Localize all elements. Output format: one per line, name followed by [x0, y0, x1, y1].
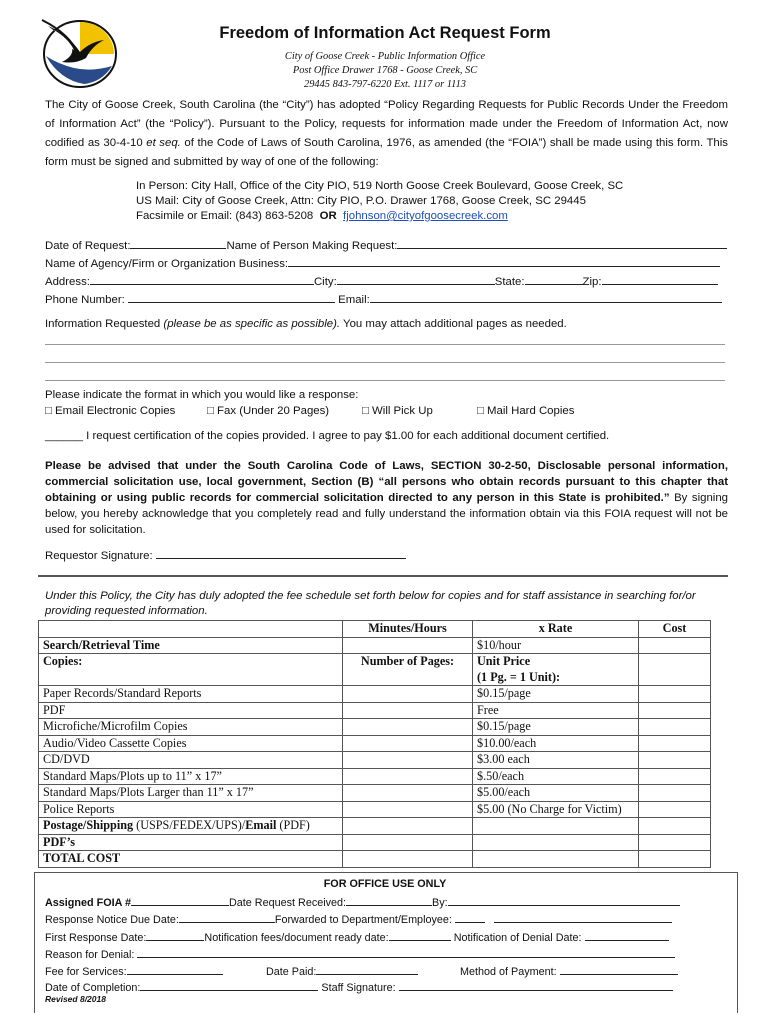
- intro-et-seq: et seq.: [146, 137, 181, 149]
- header-minutes-hours: Minutes/Hours: [343, 621, 473, 638]
- postage-rate-cell[interactable]: [473, 818, 639, 835]
- unit-price-cell: [473, 654, 639, 686]
- fax-label: Facsimile or Email: (843) 863-5208: [136, 210, 314, 222]
- section-divider: [38, 575, 728, 577]
- fee-table: [38, 620, 711, 868]
- table-row: [39, 752, 711, 769]
- reason-denial-label: Reason for Denial:: [45, 949, 135, 961]
- format-option-fax[interactable]: □ Fax (Under 20 Pages): [207, 405, 330, 417]
- table-row: [39, 818, 711, 835]
- fee-item: CD/DVD: [39, 752, 343, 769]
- state-field[interactable]: [525, 273, 583, 285]
- warning-plain-text: By signing below, you hereby acknowledge that you completely read and fully understand the information obtain via this FOIA request will not be used for solicitation.: [45, 492, 728, 536]
- certification-request: ______ I request certification of the copies provided. I agree to pay $1.00 for each additional document certified.: [45, 430, 610, 442]
- info-line-3[interactable]: [45, 380, 725, 381]
- postage-bold: Postage/Shipping: [43, 818, 134, 832]
- total-cost-cell[interactable]: [639, 851, 711, 868]
- fee-rate: $.50/each: [473, 768, 639, 785]
- email-label: Email:: [338, 294, 370, 306]
- office-row-5: [45, 963, 223, 978]
- info-requested-tail: You may attach additional pages as needed.: [343, 318, 567, 330]
- fee-pages-cell[interactable]: [343, 785, 473, 802]
- fee-cost-cell[interactable]: [639, 735, 711, 752]
- notification-denial-field[interactable]: [585, 929, 669, 941]
- copies-cost-cell[interactable]: [639, 654, 711, 686]
- date-completion-label: Date of Completion:: [45, 982, 141, 994]
- postage-carriers: (USPS/FEDEX/UPS)/: [133, 818, 246, 832]
- total-rate-cell[interactable]: [473, 851, 639, 868]
- table-row: [39, 735, 711, 752]
- staff-signature-field[interactable]: [399, 979, 673, 991]
- agency-field[interactable]: [288, 255, 720, 267]
- fee-cost-cell[interactable]: [639, 702, 711, 719]
- table-row: [39, 719, 711, 736]
- city-label: City:: [313, 276, 337, 288]
- format-prompt: Please indicate the format in which you would like a response:: [45, 389, 359, 401]
- fee-cost-cell[interactable]: [639, 801, 711, 818]
- table-row: [39, 637, 711, 654]
- email-link[interactable]: fjohnson@cityofgoosecreek.com: [343, 210, 508, 222]
- office-row-2: [45, 911, 672, 926]
- unit-price-label: Unit Price: [477, 654, 531, 668]
- info-requested: [45, 318, 567, 330]
- office-row-6: [45, 979, 673, 994]
- notification-fees-field[interactable]: [389, 929, 451, 941]
- first-response-label: First Response Date:: [45, 932, 147, 944]
- total-pages-cell[interactable]: [343, 851, 473, 868]
- copies-label: Copies:: [39, 654, 343, 686]
- date-paid-field[interactable]: [316, 963, 418, 975]
- fee-table-header: [39, 621, 711, 638]
- fee-cost-cell[interactable]: [639, 768, 711, 785]
- fee-rate: $0.15/page: [473, 686, 639, 703]
- format-option-email[interactable]: □ Email Electronic Copies: [45, 405, 176, 417]
- city-logo: [40, 16, 120, 88]
- format-option-mail[interactable]: □ Mail Hard Copies: [477, 405, 575, 417]
- fee-pages-cell[interactable]: [343, 752, 473, 769]
- fee-rate: $5.00/each: [473, 785, 639, 802]
- table-row: [39, 834, 711, 851]
- agency-label: Name of Agency/Firm or Organization Business:: [45, 258, 289, 270]
- format-option-pickup[interactable]: □ Will Pick Up: [362, 405, 433, 417]
- notification-fees-label: Notification fees/document ready date:: [204, 932, 389, 944]
- table-row: [39, 785, 711, 802]
- zip-field[interactable]: [602, 273, 718, 285]
- revised-date: Revised 8/2018: [45, 994, 106, 1004]
- fee-item: Police Reports: [39, 801, 343, 818]
- name-of-person-field[interactable]: [397, 237, 727, 249]
- requestor-signature-field[interactable]: [156, 547, 406, 559]
- fee-item: Standard Maps/Plots up to 11” x 17”: [39, 768, 343, 785]
- fee-item: Microfiche/Microfilm Copies: [39, 719, 343, 736]
- state-label: State:: [494, 276, 525, 288]
- date-of-request-field[interactable]: [130, 237, 226, 249]
- date-completion-field[interactable]: [140, 979, 318, 991]
- office-row-3: [45, 929, 669, 944]
- warning-bold-text: Please be advised that under the South Carolina Code of Laws, SECTION 30-2-50, Disclosable personal information, commercial solicitation use, local government, Section (B) “all persons who obtain records pursuant to this chapter that obtaining or using public records for commercial solicitation directed to any person in this State is prohibited.”: [45, 460, 728, 504]
- table-row: [39, 686, 711, 703]
- fee-cost-cell[interactable]: [639, 785, 711, 802]
- pdfs-rate-cell[interactable]: [473, 834, 639, 851]
- search-cost-cell[interactable]: [639, 637, 711, 654]
- fee-rate: $5.00 (No Charge for Victim): [473, 801, 639, 818]
- header-cost: Cost: [639, 621, 711, 638]
- assigned-foia-field[interactable]: [131, 894, 229, 906]
- method-fax-email: [136, 210, 508, 222]
- by-label: By:: [432, 897, 448, 909]
- address-field[interactable]: [90, 273, 314, 285]
- postage-cost-cell[interactable]: [639, 818, 711, 835]
- request-row-1: [45, 237, 727, 252]
- fee-cost-cell[interactable]: [639, 752, 711, 769]
- fee-pages-cell[interactable]: [343, 768, 473, 785]
- method-payment-label: Method of Payment:: [460, 966, 557, 978]
- date-received-field[interactable]: [346, 894, 432, 906]
- phone-field[interactable]: [128, 291, 335, 303]
- first-response-field[interactable]: [146, 929, 204, 941]
- staff-signature-label: Staff Signature:: [321, 982, 396, 994]
- method-in-person: In Person: City Hall, Office of the City PIO, 519 North Goose Creek Boulevard, Goose Creek, SC: [136, 180, 624, 192]
- reason-denial-field[interactable]: [137, 946, 675, 958]
- requestor-signature-label: Requestor Signature:: [45, 550, 153, 562]
- email-field[interactable]: [370, 291, 722, 303]
- fee-services-label: Fee for Services:: [45, 966, 127, 978]
- date-paid-label: Date Paid:: [266, 966, 317, 978]
- response-due-field[interactable]: [179, 911, 275, 923]
- commercial-warning: [45, 458, 728, 538]
- unit-definition: (1 Pg. = 1 Unit):: [477, 669, 561, 684]
- intro-paragraph: [45, 96, 728, 172]
- by-field[interactable]: [448, 894, 680, 906]
- pdfs-pages-cell[interactable]: [343, 834, 473, 851]
- office-address: Post Office Drawer 1768 - Goose Creek, SC: [292, 65, 478, 76]
- table-row: [39, 702, 711, 719]
- fee-intro: Under this Policy, the City has duly adopted the fee schedule set forth below for copies and for staff assistance in searching for/or providing requested information.: [45, 590, 696, 617]
- search-retrieval-label: Search/Retrieval Time: [39, 637, 343, 654]
- office-row-4: [45, 946, 675, 961]
- total-cost-label: TOTAL COST: [39, 851, 343, 868]
- fee-pages-cell[interactable]: [343, 735, 473, 752]
- fee-rate: $3.00 each: [473, 752, 639, 769]
- pdfs-cost-cell[interactable]: [639, 834, 711, 851]
- address-label: Address:: [45, 276, 90, 288]
- request-row-4: [45, 291, 722, 306]
- search-hours-cell[interactable]: [343, 637, 473, 654]
- fee-item: Paper Records/Standard Reports: [39, 686, 343, 703]
- fee-cost-cell[interactable]: [639, 719, 711, 736]
- office-use-heading: FOR OFFICE USE ONLY: [323, 878, 447, 890]
- info-requested-hint: (please be as specific as possible).: [163, 318, 341, 330]
- request-row-3: [45, 273, 718, 288]
- fee-rate: $10.00/each: [473, 735, 639, 752]
- fee-pages-cell[interactable]: [343, 719, 473, 736]
- forwarded-label: Forwarded to Department/Employee:: [274, 914, 452, 926]
- fee-rate: Free: [473, 702, 639, 719]
- form-title: Freedom of Information Act Request Form: [219, 24, 551, 42]
- notification-denial-label: Notification of Denial Date:: [453, 932, 582, 944]
- table-row: [39, 851, 711, 868]
- office-zip-phone: 29445 843-797-6220 Ext. 1117 or 1113: [304, 79, 466, 90]
- fee-item: Standard Maps/Plots Larger than 11” x 17”: [39, 785, 343, 802]
- info-line-2[interactable]: [45, 362, 725, 363]
- pdfs-label: PDF’s: [39, 834, 343, 851]
- office-row-5c: [460, 963, 678, 978]
- method-payment-field[interactable]: [560, 963, 678, 975]
- method-us-mail: US Mail: City of Goose Creek, Attn: City PIO, P.O. Drawer 1768, Goose Creek, SC 29445: [136, 195, 586, 207]
- office-row-1: [45, 894, 680, 909]
- assigned-foia-label: Assigned FOIA #: [45, 897, 131, 909]
- info-requested-label: Information Requested: [45, 318, 161, 330]
- requestor-signature: [45, 547, 406, 562]
- fee-item: PDF: [39, 702, 343, 719]
- office-name: City of Goose Creek - Public Information Office: [284, 51, 486, 62]
- table-row: [39, 654, 711, 686]
- date-of-request-label: Date of Request:: [45, 240, 131, 252]
- postage-email: Email: [245, 818, 277, 832]
- header-item: [39, 621, 343, 638]
- header-rate: x Rate: [473, 621, 639, 638]
- fee-item: Audio/Video Cassette Copies: [39, 735, 343, 752]
- postage-pages-cell[interactable]: [343, 818, 473, 835]
- fee-services-field[interactable]: [127, 963, 223, 975]
- search-rate: $10/hour: [473, 637, 639, 654]
- info-line-1[interactable]: [45, 344, 725, 345]
- response-due-label: Response Notice Due Date:: [45, 914, 179, 926]
- fee-pages-cell[interactable]: [343, 686, 473, 703]
- table-row: [39, 768, 711, 785]
- office-row-5b: [266, 963, 418, 978]
- fee-cost-cell[interactable]: [639, 686, 711, 703]
- intro-text-2: of the Code of Laws of South Carolina, 1976, as amended (the “FOIA”) shall be made using this form. This form must be signed and submitted by way of one of the following:: [45, 137, 728, 168]
- postage-label: [39, 818, 343, 835]
- fee-pages-cell[interactable]: [343, 702, 473, 719]
- zip-label: Zip:: [582, 276, 602, 288]
- postage-pdf: (PDF): [276, 818, 310, 832]
- forwarded-field[interactable]: [494, 911, 672, 923]
- date-received-label: Date Request Received:: [229, 897, 347, 909]
- request-row-2: [45, 255, 720, 270]
- name-of-person-label: Name of Person Making Request:: [226, 240, 398, 252]
- or-label: OR: [319, 210, 337, 222]
- pages-label: Number of Pages:: [343, 654, 473, 686]
- fee-pages-cell[interactable]: [343, 801, 473, 818]
- fee-rate: $0.15/page: [473, 719, 639, 736]
- city-field[interactable]: [337, 273, 495, 285]
- table-row: [39, 801, 711, 818]
- phone-label: Phone Number:: [45, 294, 125, 306]
- forwarded-field-short[interactable]: [455, 911, 485, 923]
- intro-text-1: The City of Goose Creek, South Carolina (the “City”) has adopted “Policy Regarding Requests for Public Records Under the Freedom of Information Act” (the “Policy”). Pursuant to the Policy, requests for information made under the Freedom of Information Act, now codified as 30-4-10: [45, 99, 728, 149]
